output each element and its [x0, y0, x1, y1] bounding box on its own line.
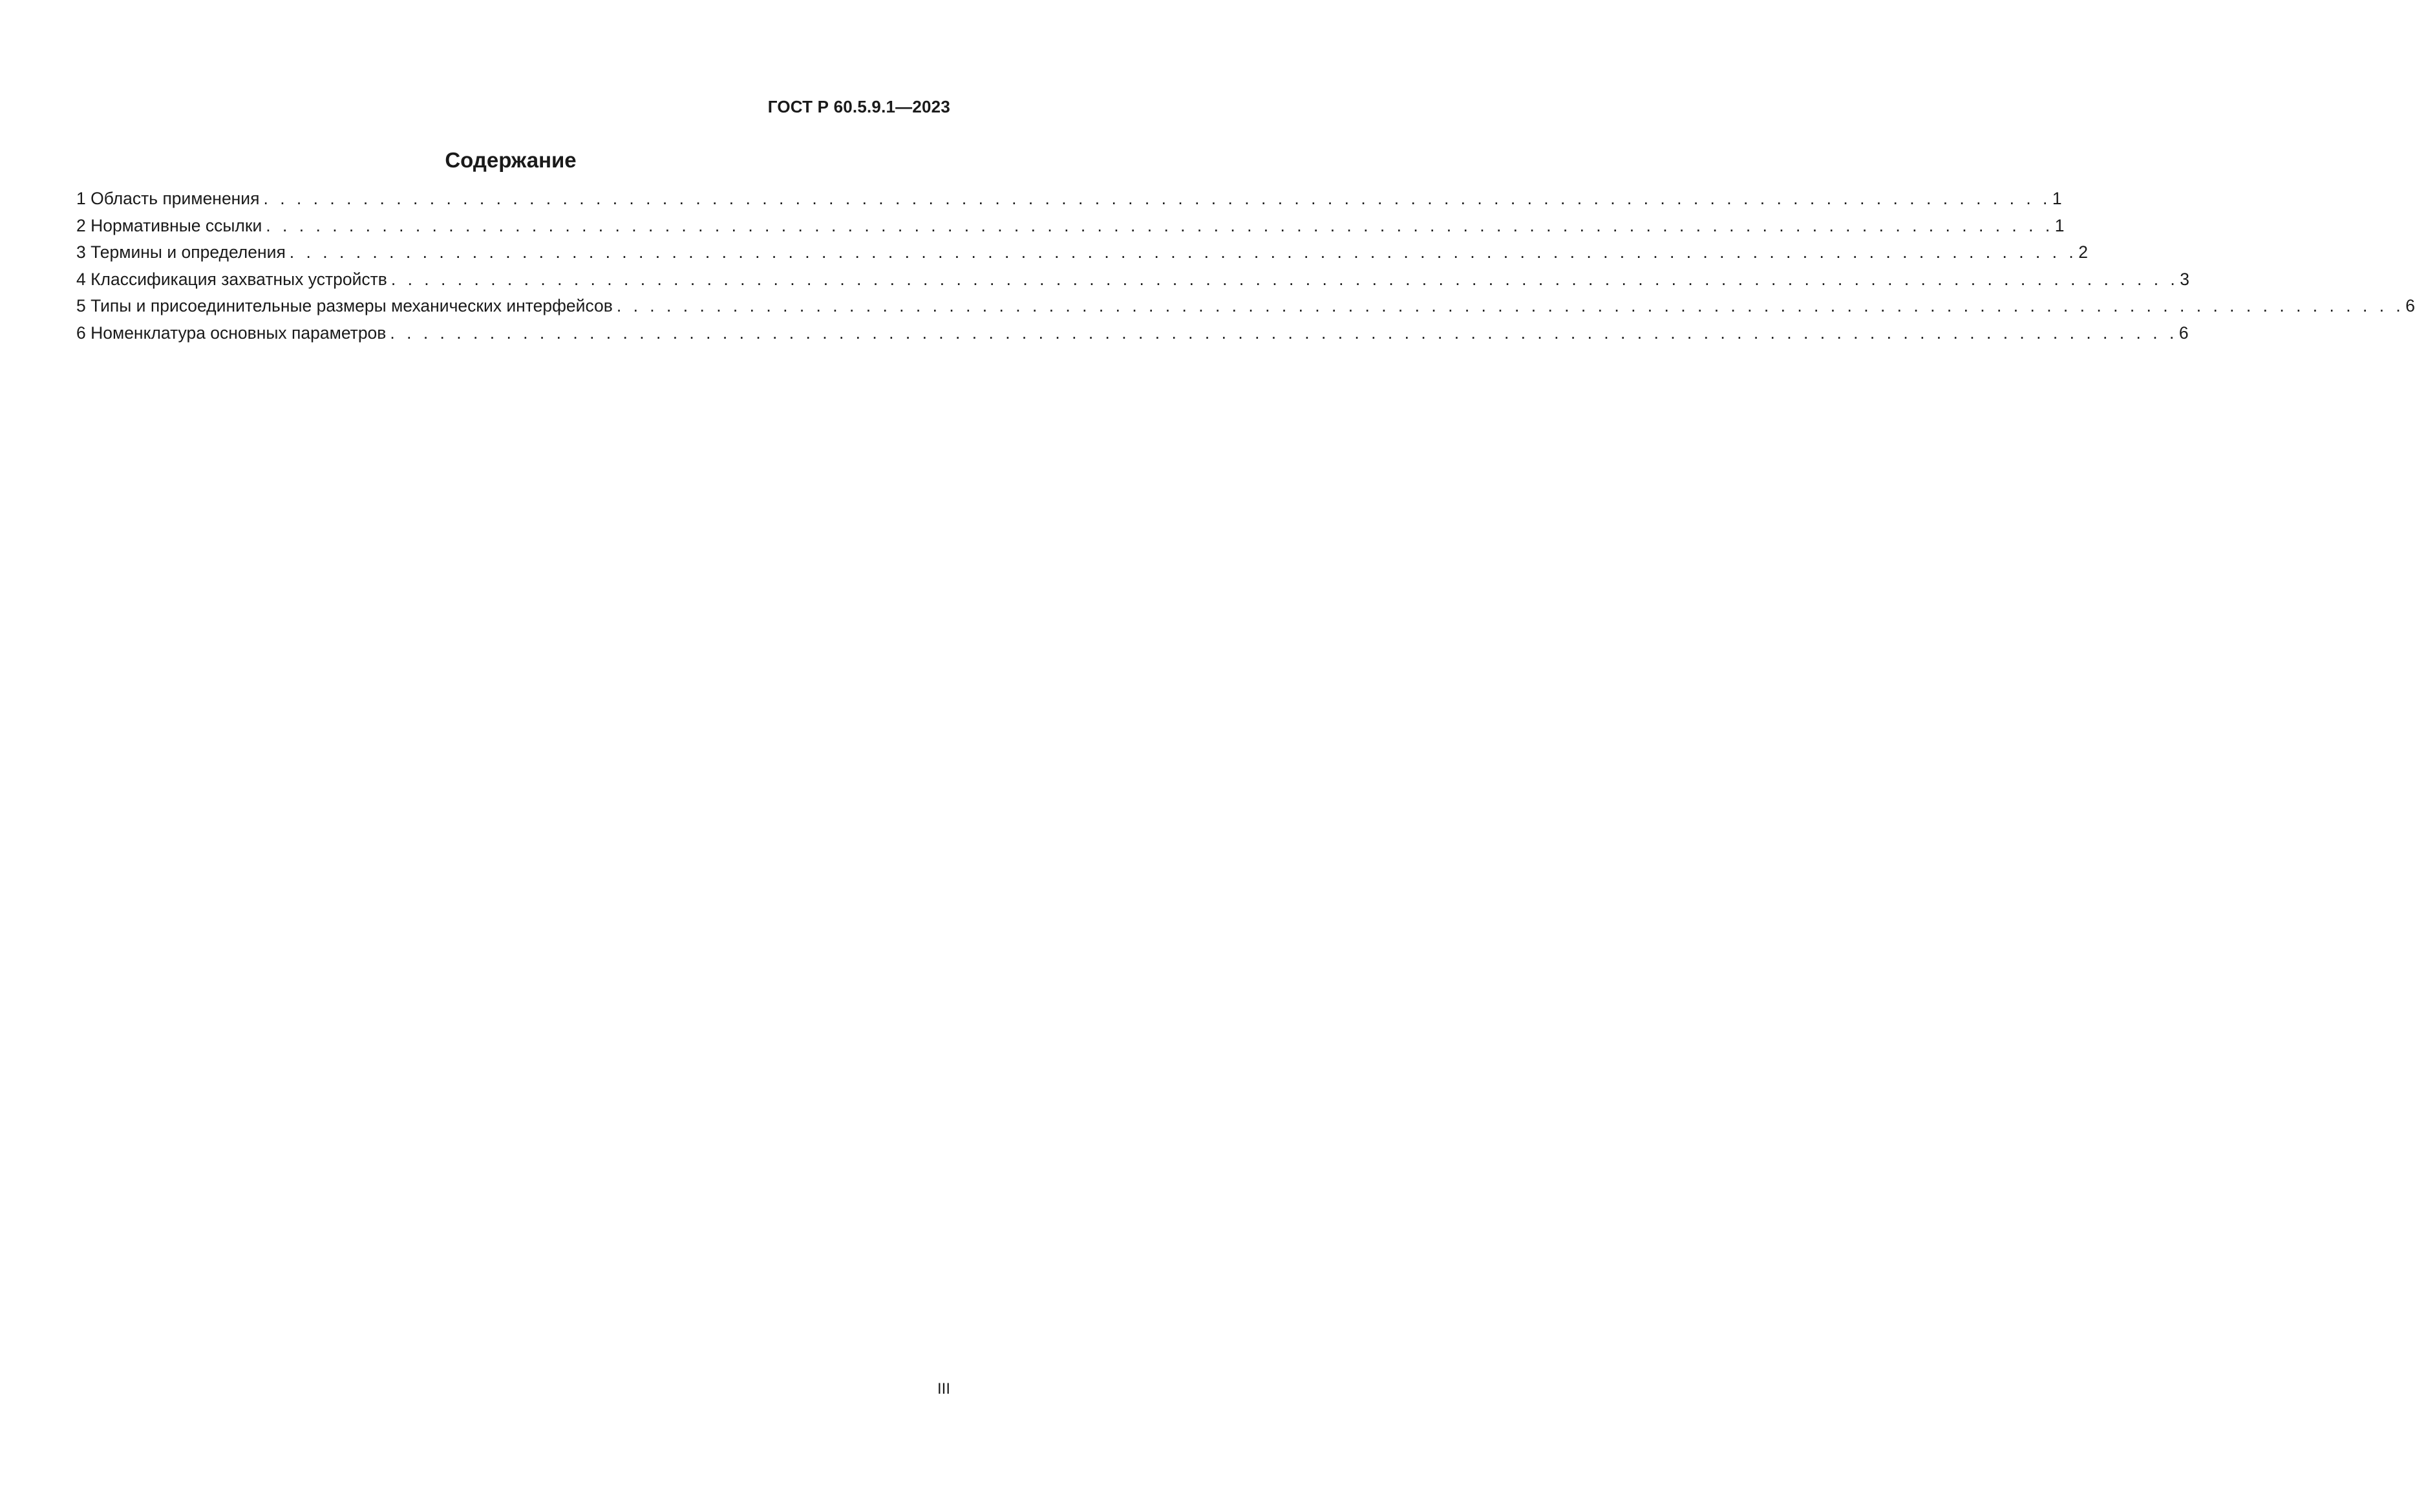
toc-entry-page: 6: [2405, 296, 2415, 315]
toc-entry[interactable]: [76, 323, 2189, 350]
toc-entry-page: 1: [2052, 189, 2062, 208]
toc-dot-leader: . . . . . . . . . . . . . . . . . . . . . . . . . . . . . . . . . . . . . . . . . . . . . . . . . . . . . . . . . . . . . . . . . . . . . . . . . . . . . . . . . . . . . . . . . . . . . . . . . . . . . . . . . . . .: [289, 242, 2078, 262]
toc-entry[interactable]: [76, 215, 2065, 243]
toc-entry-page: 3: [2180, 269, 2190, 289]
toc-entry-label: 5 Типы и присоединительные размеры механических интерфейсов: [76, 296, 613, 315]
page-number: III: [937, 1380, 950, 1398]
toc-dot-leader: . . . . . . . . . . . . . . . . . . . . . . . . . . . . . . . . . . . . . . . . . . . . . . . . . . . . . . . . . . . . . . . . . . . . . . . . . . . . . . . . . . . . . . . . . . . . . . . . . . . . . . . . . . . .: [616, 296, 2405, 315]
toc-entry-label: 4 Классификация захватных устройств: [76, 269, 387, 289]
toc-entry-page: 1: [2054, 215, 2065, 235]
toc-entry-label: 6 Номенклатура основных параметров: [76, 323, 387, 343]
toc-dot-leader: . . . . . . . . . . . . . . . . . . . . . . . . . . . . . . . . . . . . . . . . . . . . . . . . . . . . . . . . . . . . . . . . . . . . . . . . . . . . . . . . . . . . . . . . . . . . . . . . . . . . . . . . . . . .: [390, 269, 2179, 289]
toc-entry[interactable]: [76, 296, 2415, 323]
toc-entry-label: 3 Термины и определения: [76, 242, 286, 262]
toc-title: Содержание: [445, 148, 577, 172]
table-of-contents: [76, 189, 2415, 350]
toc-entry-page: 6: [2178, 323, 2189, 343]
toc-entry[interactable]: [76, 269, 2190, 297]
toc-dot-leader: . . . . . . . . . . . . . . . . . . . . . . . . . . . . . . . . . . . . . . . . . . . . . . . . . . . . . . . . . . . . . . . . . . . . . . . . . . . . . . . . . . . . . . . . . . . . . . . . . . . . . . . . . . . .: [263, 189, 2051, 208]
toc-dot-leader: . . . . . . . . . . . . . . . . . . . . . . . . . . . . . . . . . . . . . . . . . . . . . . . . . . . . . . . . . . . . . . . . . . . . . . . . . . . . . . . . . . . . . . . . . . . . . . . . . . . . . . . . . . . .: [390, 323, 2178, 343]
toc-entry-page: 2: [2078, 242, 2088, 262]
toc-dot-leader: . . . . . . . . . . . . . . . . . . . . . . . . . . . . . . . . . . . . . . . . . . . . . . . . . . . . . . . . . . . . . . . . . . . . . . . . . . . . . . . . . . . . . . . . . . . . . . . . . . . . . . . . . . . .: [266, 215, 2054, 235]
toc-entry[interactable]: [76, 189, 2062, 216]
toc-entry[interactable]: [76, 242, 2088, 270]
document-code: ГОСТ Р 60.5.9.1—2023: [767, 97, 950, 116]
toc-entry-label: 2 Нормативные ссылки: [76, 215, 262, 235]
toc-entry-label: 1 Область применения: [76, 189, 260, 208]
